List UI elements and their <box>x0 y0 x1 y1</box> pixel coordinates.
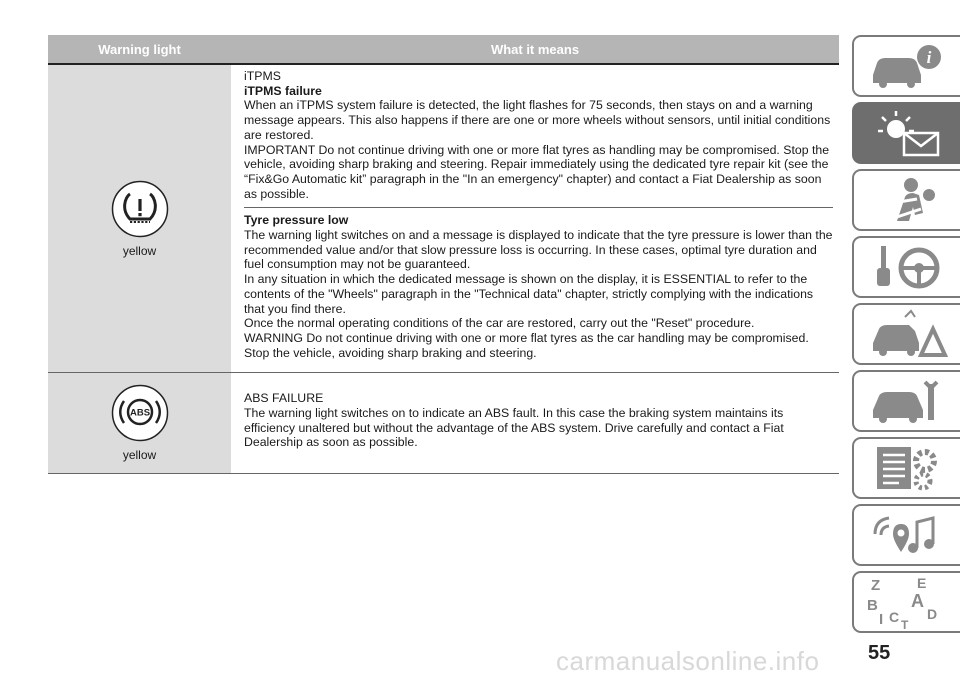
index-letter: A <box>911 591 924 611</box>
paragraph: The warning light switches on to indicate an ABS fault. In this case the braking system maintains its efficiency unaltered but without the advantage of the ABS system. Drive carefully and contact a Fiat Dealership as soon as possible. <box>244 406 784 450</box>
car-maintenance-icon <box>867 374 947 428</box>
paragraph: iTPMS <box>244 69 281 83</box>
paragraph: The warning light switches on and a message is displayed to indicate that the tyre pressure is lower than the recommended value and/or that slow pressure loss is occurring. In these cases, optimal tyre duration and fuel consumption may not be guaranteed. <box>244 228 833 272</box>
section-heading: iTPMS failure <box>244 83 322 98</box>
warning-light-message-icon <box>862 105 952 161</box>
warning-lights-table <box>48 35 839 474</box>
paragraph: When an iTPMS system failure is detected, the light flashes for 75 seconds, then stays on and a warning message appears. This also happens if there are one or more wheels without sensors, until initial conditions are restored. <box>244 98 831 142</box>
index-letters-icon <box>865 574 949 630</box>
abs-icon-label: ABS <box>129 407 150 419</box>
index-letter: Z <box>871 577 881 594</box>
multimedia-icon <box>867 508 947 562</box>
emergency-icon <box>865 307 949 361</box>
page-number: 55 <box>868 642 891 664</box>
index-letter: D <box>927 606 938 622</box>
tab-technical-data[interactable] <box>852 437 960 499</box>
tab-maintenance[interactable] <box>852 370 960 432</box>
paragraph: IMPORTANT Do not continue driving with one or more flat tyres as handling may be compromised. Stop the vehicle, avoiding sharp braking and steering. Repair immediately using the dedicated tyre repair kit (see the “Fix&Go Automatic kit” paragraph in the "In an emergency" chapter) and contact a Fiat Dealership as soon as possible. <box>244 142 830 201</box>
index-letter: I <box>879 611 884 628</box>
technical-data-icon <box>867 441 947 495</box>
tab-starting-driving[interactable] <box>852 236 960 298</box>
car-info-icon <box>867 41 947 91</box>
table-row <box>48 373 839 474</box>
table-row <box>48 65 839 373</box>
safety-belt-airbag-icon <box>867 173 947 227</box>
index-letter: C <box>889 609 900 625</box>
paragraph: In any situation in which the dedicated message is shown on the display, it is ESSENTIAL to refer to the contents of the "Wheels" paragraph in the "Technical data" chapter, strictly complying with the indications that you find there. <box>244 272 814 316</box>
description-cell <box>231 373 839 473</box>
table-header <box>48 35 839 65</box>
tab-multimedia[interactable] <box>852 504 960 566</box>
tab-emergency[interactable] <box>852 303 960 365</box>
index-letter: B <box>867 597 878 614</box>
tyre-pressure-low-section <box>244 207 833 366</box>
tab-index[interactable] <box>852 571 960 633</box>
svg-text:i: i <box>926 48 932 67</box>
ignition-steering-icon <box>867 240 947 294</box>
header-what-it-means: What it means <box>490 41 580 57</box>
header-warning-light: Warning light <box>98 41 181 57</box>
icon-cell <box>48 373 231 473</box>
icon-cell <box>48 65 231 372</box>
paragraph: ABS FAILURE <box>244 391 324 406</box>
paragraph: Once the normal operating conditions of the car are restored, carry out the "Reset" procedure. <box>244 316 755 331</box>
itpms-failure-section <box>244 69 833 207</box>
icon-color-caption: yellow <box>122 448 157 463</box>
tpms-warning-icon <box>111 180 169 238</box>
tab-safety[interactable] <box>852 169 960 231</box>
section-heading: Tyre pressure low <box>244 213 349 228</box>
tab-car-info[interactable] <box>852 35 960 97</box>
description-cell <box>231 65 839 372</box>
abs-warning-icon <box>111 384 169 442</box>
index-letter: T <box>901 618 909 630</box>
tab-warning-lights[interactable] <box>852 102 960 164</box>
index-letter: E <box>917 575 927 591</box>
icon-color-caption: yellow <box>122 243 157 258</box>
paragraph: WARNING Do not continue driving with one or more flat tyres as the car handling may be compromised. Stop the vehicle, avoiding sharp braking and steering. <box>244 330 809 360</box>
watermark: carmanualsonline.info <box>556 646 820 676</box>
